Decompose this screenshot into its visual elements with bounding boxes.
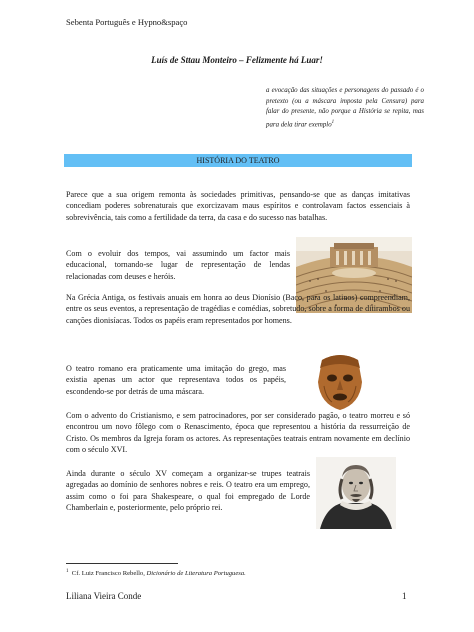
running-header: Sebenta Português e Hypno&spaço	[66, 17, 188, 27]
shakespeare-portrait-image	[316, 457, 396, 529]
theatre-mask-image	[300, 352, 380, 414]
footnote-work: Dicionário de Literatura Portuguesa.	[146, 570, 246, 578]
page-number: 1	[402, 591, 407, 601]
epigraph-text: a evocação das situações e personagens do passado é o pretexto (ou a máscara imposta pela Censura) para falar do presente, não porque a História se repita, mas para dela tirar exemplo	[266, 87, 424, 129]
paragraph-evolution: Com o evoluir dos tempos, vai assumindo um factor mais educacional, tornando-se lugar de representação de lendas relacionadas com deuses e heróis.	[66, 249, 290, 281]
footnote	[66, 569, 246, 577]
section-heading: HISTÓRIA DO TEATRO	[64, 154, 412, 167]
footer-author: Liliana Vieira Conde	[66, 591, 142, 601]
paragraph-fifteenth-century: Ainda durante o século XV começam a organizar-se trupes teatrais agregadas ao domínio de senhores nobres e reis. O teatro era um emprego, assim como o foi para Shakespeare, o qual foi empregado de Lorde Chamberlain e, posteriormente, pelo próprio rei.	[66, 469, 310, 512]
paragraph-ancient-greece: Na Grécia Antiga, os festivais anuais em honra ao deus Dionísio (Baco, para os latinos) compreendiam, entre os seus eventos, a representação de tragédias e comédias, sobretudo, sobre a forma de ditirambos ou canções dionisíacas. Todos os papéis eram representados por homens.	[66, 293, 410, 325]
epigraph	[266, 86, 424, 131]
footnote-separator	[66, 563, 178, 564]
footnote-prefix: Cf. Luiz Francisco Rebello,	[71, 570, 147, 578]
footnote-number: 1	[66, 569, 69, 574]
epigraph-note-ref: 1	[331, 119, 335, 125]
paragraph-christianity: Com o advento do Cristianismo, e sem patrocinadores, por ser considerado pagão, o teatro morreu e só encontrou um novo fôlego com o Renascimento, época que representou a história da ressurreição de Cristo. Os membros da Igreja foram os actores. As representações teatrais entram novamente em declínio com o século XVI.	[66, 411, 410, 454]
paragraph-roman-theatre: O teatro romano era praticamente uma imitação do grego, mas existia apenas um actor que representava todos os papéis, escondendo-se por detrás de uma máscara.	[66, 364, 286, 396]
document-title: Luís de Sttau Monteiro – Felizmente há Luar!	[151, 55, 323, 65]
paragraph-origins: Parece que a sua origem remonta às sociedades primitivas, pensando-se que as danças imitativas concediam poderes sobrenaturais que exorcizavam maus espíritos e controlavam factos essenciais à sobrevivência, tais como a fertilidade da terra, da casa e do sucesso nas batalhas.	[66, 190, 410, 222]
